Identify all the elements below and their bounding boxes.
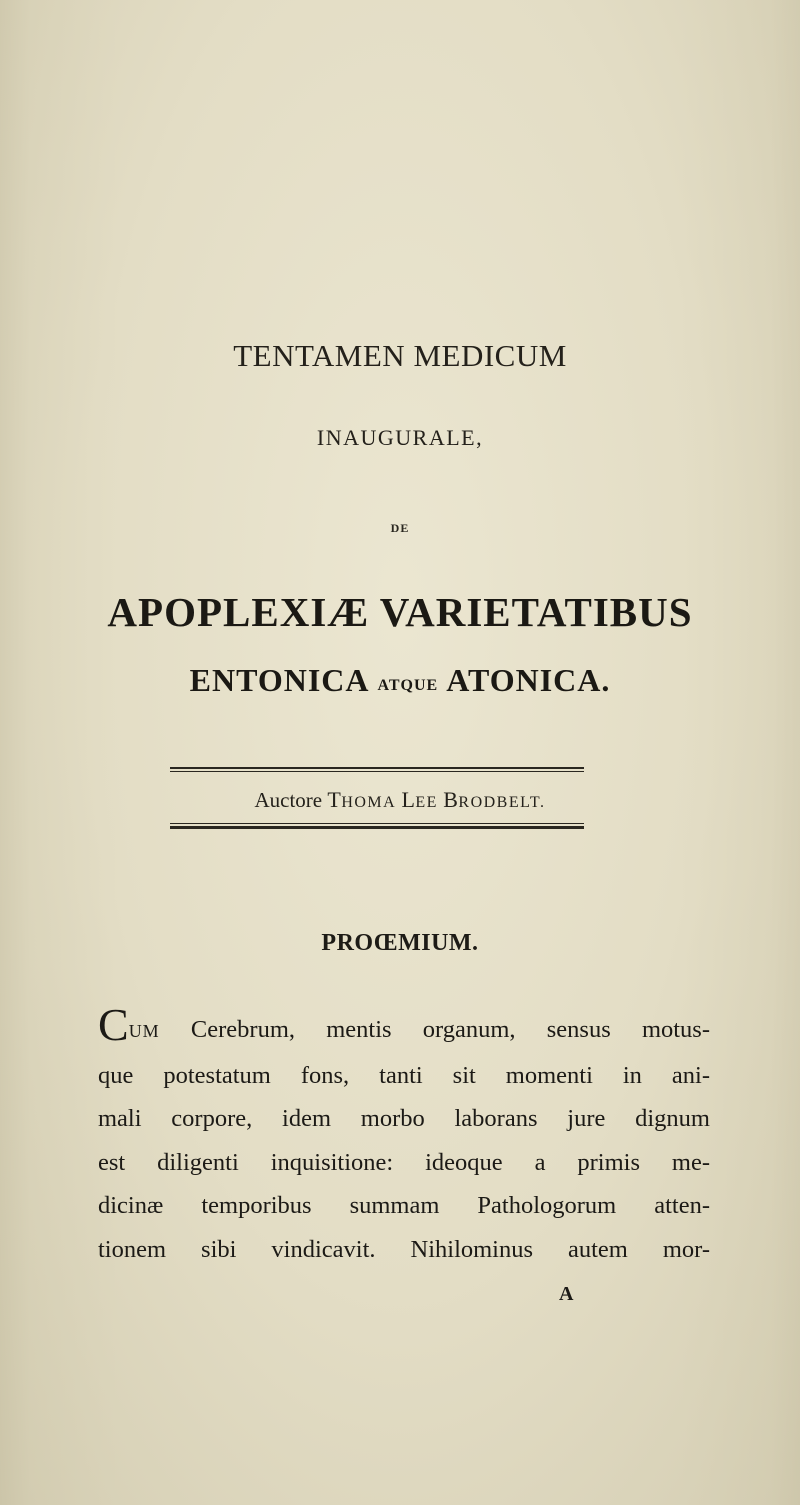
rule-divider <box>170 767 584 769</box>
title-entonica: ENTONICA <box>189 662 370 698</box>
drop-cap: C <box>98 999 129 1050</box>
body-line: dicinæ temporibus summam Pathologorum atten- <box>98 1192 710 1219</box>
rule-divider <box>170 823 584 824</box>
title-line-tentamen: TENTAMEN MEDICUM <box>233 338 567 373</box>
author-last-name <box>443 787 545 812</box>
body-line: tionem sibi vindicavit. Nihilominus autem mor- <box>98 1235 710 1263</box>
title-line-inaugurale: INAUGURALE, <box>316 425 484 450</box>
body-line-text: Cerebrum, mentis organum, sensus motus- <box>190 1016 710 1043</box>
title-line-entonica <box>0 662 800 699</box>
author-middle-initial: L <box>401 787 416 812</box>
title-line-de: DE <box>390 521 410 535</box>
rule-divider <box>170 771 584 772</box>
body-line: mali corpore, idem morbo laborans jure dignum <box>98 1105 710 1132</box>
author-first-name <box>327 787 396 812</box>
first-word-rest: UM <box>128 1021 160 1041</box>
author-prefix: Auctore <box>254 788 323 812</box>
author-last-rest: RODBELT. <box>458 794 546 811</box>
author-last-initial: B <box>443 787 459 812</box>
title-line-apoplexiae: APOPLEXIÆ VARIETATIBUS <box>107 589 693 635</box>
author-first-rest: HOMA <box>341 794 397 811</box>
body-line: est diligenti inquisitione: ideoque a primis me- <box>98 1148 710 1176</box>
author-middle-rest: EE <box>415 794 438 811</box>
section-heading: PROŒMIUM. <box>321 930 479 956</box>
rule-divider <box>170 826 584 829</box>
author-middle-name <box>401 787 438 812</box>
title-atque: ATQUE <box>377 677 439 694</box>
author-line <box>0 787 800 813</box>
catchword: A <box>559 1283 574 1305</box>
body-line <box>98 999 710 1054</box>
author-first-initial: T <box>327 787 342 812</box>
body-line: que potestatum fons, tanti sit momenti in ani- <box>98 1061 710 1089</box>
body-paragraph <box>98 999 710 1271</box>
title-atonica: ATONICA. <box>446 662 611 698</box>
